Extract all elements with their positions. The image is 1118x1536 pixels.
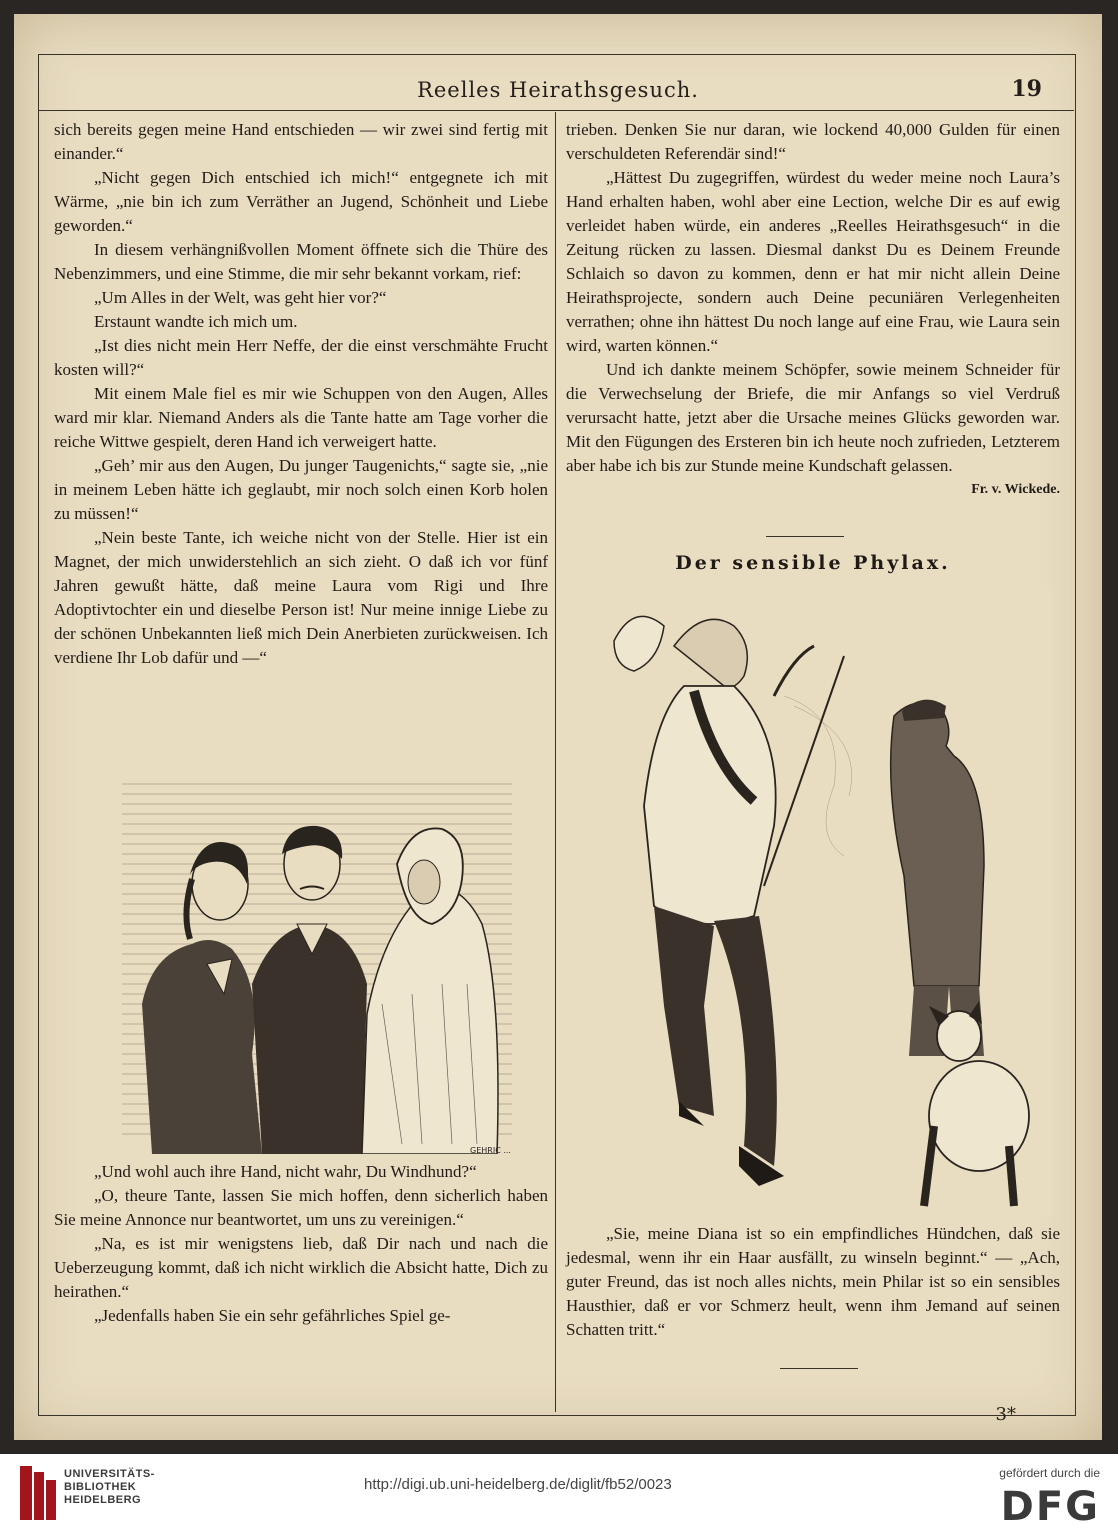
- permalink-url[interactable]: http://digi.ub.uni-heidelberg.de/diglit/fb52/0023: [364, 1476, 672, 1493]
- page-number: 19: [1011, 76, 1042, 102]
- paragraph: sich bereits gegen meine Hand entschieden — wir zwei sind fertig mit einander.“: [54, 120, 548, 163]
- running-title: Reelles Heirathsgesuch.: [417, 78, 699, 102]
- paragraph: „Sie, meine Diana ist so ein empfindliches Hündchen, daß sie jedesmal, wenn ihr ein Haar ausfällt, zu winseln beginnt.“ — „Ach, guter Freund, das ist noch alles nichts, mein Philar ist so ein sensibles Hausthier, daß er vor Schmerz heult, wenn ihm Jemand auf seinen Schatten tritt.“: [566, 1224, 1060, 1339]
- paragraph: „O, theure Tante, lassen Sie mich hoffen, denn sicherlich haben Sie meine Annonce nur beantwortet, um uns zu vereinigen.“: [54, 1186, 548, 1229]
- left-column-text: [54, 118, 548, 670]
- paragraph: trieben. Denken Sie nur daran, wie lockend 40,000 Gulden für einen verschuldeten Referendär sind!“: [566, 120, 1060, 163]
- paragraph: „Geh’ mir aus den Augen, Du junger Taugenichts,“ sagte sie, „nie in meinem Leben hätte ich geglaubt, mir noch solch einen Korb holen zu müssen!“: [54, 456, 548, 523]
- illustration-caption: [566, 1222, 1060, 1342]
- section-rule: [780, 1368, 858, 1369]
- author-signature: Fr. v. Wickede.: [971, 482, 1060, 497]
- illustration-three-figures: [112, 754, 522, 1154]
- left-column-text-bottom: [54, 1160, 548, 1328]
- illustration-sensitive-dog: [584, 586, 1052, 1216]
- column-divider: [555, 112, 556, 1412]
- paragraph: Erstaunt wandte ich mich um.: [94, 312, 298, 331]
- paragraph: „Na, es ist mir wenigstens lieb, daß Dir nach und nach die Ueberzeugung kommt, daß ich nicht wirklich die Absicht hatte, Dich zu heirathen.“: [54, 1234, 548, 1301]
- paragraph: „Nicht gegen Dich entschied ich mich!“ entgegnete ich mit Wärme, „nie bin ich zum Verräther an Jugend, Schönheit und Liebe geworden.“: [54, 168, 548, 235]
- paragraph: „Und wohl auch ihre Hand, nicht wahr, Du Windhund?“: [94, 1162, 477, 1181]
- paragraph: „Jedenfalls haben Sie ein sehr gefährliches Spiel ge-: [94, 1306, 451, 1325]
- paragraph: „Nein beste Tante, ich weiche nicht von der Stelle. Hier ist ein Magnet, der mich unwiderstehlich an sich zieht. O daß ich vor fünf Jahren gewußt hätte, daß meine Laura vom Rigi und Ihre Adoptivtochter ein und dieselbe Person ist! Nur meine innige Liebe zu der schönen Unbekannten ließ mich Dein Anerbieten zurückweisen. Ich verdiene Ihr Lob dafür und —“: [54, 528, 548, 667]
- paragraph: „Hättest Du zugegriffen, würdest du weder meine noch Laura’s Hand erhalten haben, wohl aber eine Lection, welche Dir es auf ewig verleidet haben würde, ein anderes „Reelles Heirathsgesuch“ in die Zeitung rücken zu lassen. Diesmal dankst Du es Deinem Freunde Schlaich so davon zu kommen, denn er hat mir nicht allein Deine Heirathsprojecte, sondern auch Deine pecuniären Verlegenheiten verrathen; ohne ihn hättest Du noch lange auf eine Frau, wie Laura sein wird, warten können.“: [566, 168, 1060, 355]
- paragraph: „Um Alles in der Welt, was geht hier vor?“: [94, 288, 387, 307]
- paragraph: Und ich dankte meinem Schöpfer, sowie meinem Schneider für die Verwechselung der Briefe, die mir Anfangs so viel Verdruß verursacht hatte, jetzt aber die Ursache meines Glücks geworden war. Mit den Fügungen des Ersteren bin ich heute noch zufrieden, Letzterem aber habe ich bis zur Stunde meine Kundschaft gelassen.: [566, 360, 1060, 475]
- right-column-text: [566, 118, 1060, 502]
- section-rule: [766, 536, 844, 537]
- header-rule: [38, 110, 1074, 111]
- illustration-credit: GEHRIC ...: [470, 1146, 511, 1155]
- paragraph: „Ist dies nicht mein Herr Neffe, der die einst verschmähte Frucht kosten will?“: [54, 336, 548, 379]
- university-library-logo-icon: [20, 1466, 58, 1524]
- paragraph: In diesem verhängnißvollen Moment öffnete sich die Thüre des Nebenzimmers, und eine Stimme, die mir sehr bekannt vorkam, rief:: [54, 240, 548, 283]
- scanned-page: [14, 14, 1102, 1440]
- dfg-logo: DFG: [1000, 1484, 1100, 1530]
- funding-caption: gefördert durch die: [999, 1466, 1100, 1480]
- library-name: UNIVERSITÄTS- BIBLIOTHEK HEIDELBERG: [64, 1468, 155, 1506]
- signature-mark: 3*: [995, 1404, 1016, 1425]
- paragraph: Mit einem Male fiel es mir wie Schuppen von den Augen, Alles ward mir klar. Niemand Anders als die Tante hatte am Tage vorher die reiche Wittwe gespielt, deren Hand ich verweigert hatte.: [54, 384, 548, 451]
- digitization-footer: [0, 1454, 1118, 1536]
- section-title: Der sensible Phylax.: [675, 552, 951, 574]
